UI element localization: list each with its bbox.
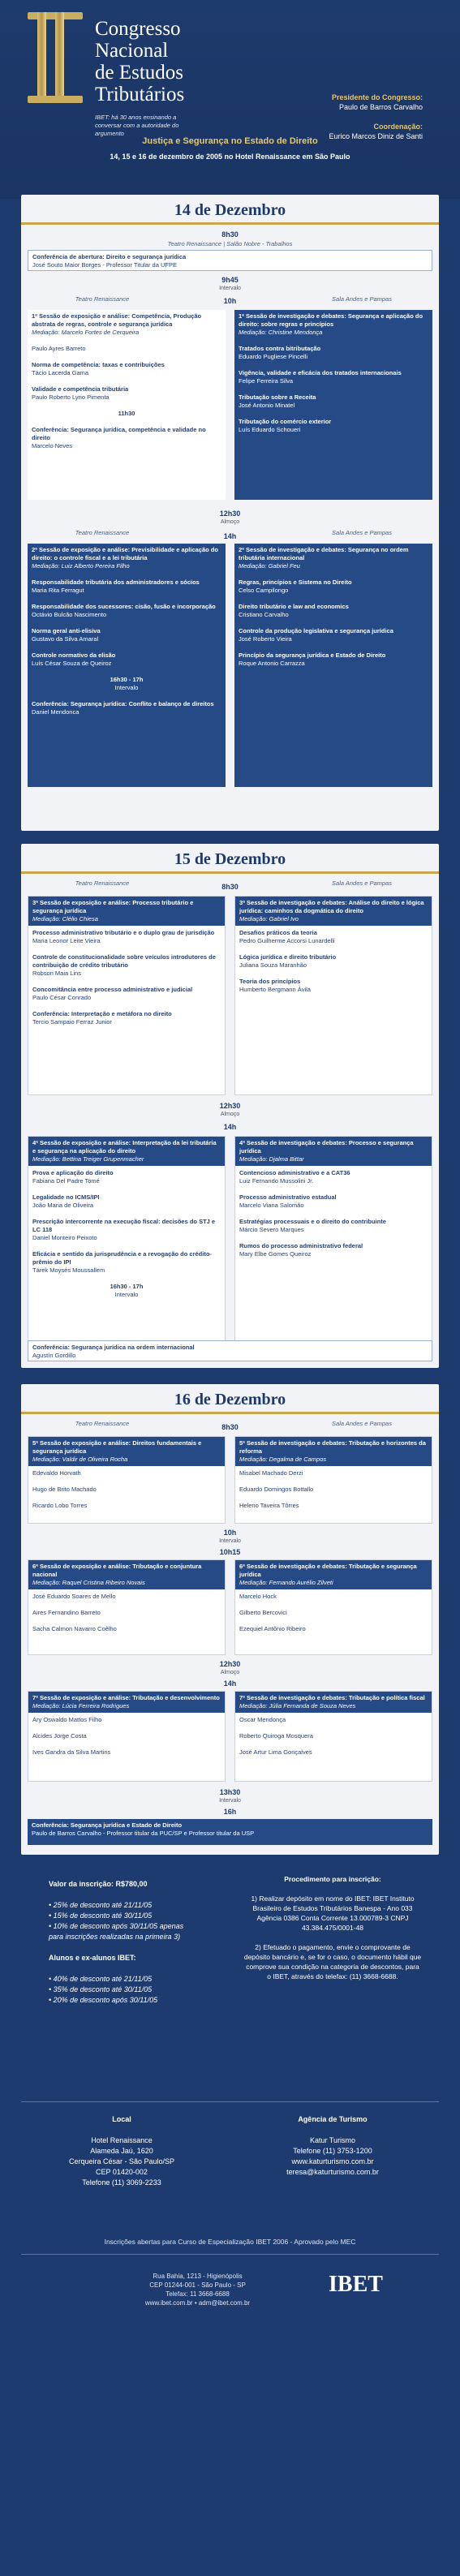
- session-4-investigation: 4ª Sessão de investigação e debates: Processo e segurança jurídica Mediação: Djalma Bittar Contencioso administrativo e a CAT36 Luiz Fernando Mussolini Jr. Processo administrativo estadual Marcelo Viana Salomão Estratégias processuais e o direito do contribuinte Márcio Severo Marques Rumos do processo administrativo federal Mary Elbe Gomes Queiroz: [234, 1136, 432, 1358]
- day-title: 14 de Dezembro: [174, 201, 286, 219]
- session-1-exposition: 1ª Sessão de exposição e análise: Competência, Produção abstrata de regras, controle e segurança jurídica Mediação: Marcelo Fortes de Cerqueira Paulo Ayres Barreto Norma de competência: taxas e contribuições Tácio Lacerda Gama Validade e competência tributária Paulo Roberto Lyrio Pimenta 11h30 Conferência: Segurança jurídica, competência e validade no direito Marcelo Neves: [28, 310, 226, 500]
- session-7-exposition: 7ª Sessão de exposição e análise: Tributação e desenvolvimento Mediação: Lúcia Ferreira Rodrigues Ary Oswaldo Mattos Filho Alcides Jorge Costa Ives Gandra da Silva Martins: [28, 1691, 226, 1782]
- conference-international: Conferência: Segurança jurídica na ordem internacional Agustín Gordillo: [28, 1340, 432, 1361]
- presidency-info: Presidente do Congresso: Paulo de Barros Carvalho Coordenação: Eurico Marcos Diniz de Santi: [329, 93, 423, 140]
- theme-title: Justiça e Segurança no Estado de Direito: [142, 136, 318, 146]
- closing-conference: Conferência: Segurança jurídica e Estado de Direito Paulo de Barros Carvalho - Professor titular da PUC/SP e Professor titular da USP: [28, 1819, 432, 1845]
- day-16-panel: 16 de Dezembro Teatro Renaissance Sala Andes e Pampas 8h30 5ª Sessão de exposição e análise: Direitos fundamentais e segurança jurídica Mediação: Valdir de Oliveira Rocha Edevaldo Horvath Hugo de Brito Machado Ricardo Lobo Torres 5ª Sessão de investigação e debates: Tributação e horizontes da reforma Mediação: Degalma de Campos Misabel Machado Derzi Eduardo Domingos Bottallo Heleno Taveira Tôrres 10h Intervalo 10h15 6ª Sessão de exposição e análise: Tributação e conjuntura nacional Mediação: Raquel Cristina Ribeiro Novais José Eduardo Soares de Mello Aires Fernandino Barreto Sacha Calmon Navarro Coêlho 6ª Sessão de investigação e debates: Tributação e segurança jurídica Mediação: Fernando Aurélio Zilveti Marcelo Hock Gilberto Bercovici Ezequiel Antônio Ribeiro 12h30 Almoço 14h 7ª Sessão de exposição e análise: Tributação e desenvolvimento Mediação: Lúcia Ferreira Rodrigues Ary Oswaldo Mattos Filho Alcides Jorge Costa Ives Gandra da Silva Martins 7ª Sessão de investigação e debates: Tributação e política fiscal Mediação: Júlia Fernanda de Souza Neves Oscar Mendonça Roberto Quiroga Mosquera José Artur Lima Gonçalves 13h30 Intervalo 16h Conferência: Segurança jurídica e Estado de Direito Paulo de Barros Carvalho - Professor titular da PUC/SP e Professor titular da USP: [21, 1384, 439, 1855]
- day-title: 15 de Dezembro: [174, 850, 286, 868]
- footer-website-link[interactable]: www.ibet.com.br • adm@ibet.com.br: [144, 2299, 251, 2307]
- session-7-investigation: 7ª Sessão de investigação e debates: Tributação e política fiscal Mediação: Júlia Fernanda de Souza Neves Oscar Mendonça Roberto Quiroga Mosquera José Artur Lima Gonçalves: [234, 1691, 432, 1782]
- session-1-investigation: 1ª Sessão de investigação e debates: Segurança e aplicação do direito: sobre regras e princípios Mediação: Christine Mendonça Tratados contra bitributação Eduardo Pugliese Pincelli Vigência, validade e eficácia dos tratados internacionais Felipe Ferreira Silva Tributação sobre a Receita José Antonio Minatel Tributação do comércio exterior Luís Eduardo Schoueri: [234, 310, 432, 500]
- agency-email-link[interactable]: teresa@katurturismo.com.br: [286, 2168, 379, 2176]
- session-6-investigation: 6ª Sessão de investigação e debates: Tributação e segurança jurídica Mediação: Fernando Aurélio Zilveti Marcelo Hock Gilberto Bercovici Ezequiel Antônio Ribeiro: [234, 1559, 432, 1655]
- session-4-exposition: 4ª Sessão de exposição e análise: Interpretação da lei tributária e segurança na aplicação do direito Mediação: Bettina Treiger Grupenmacher Prova e aplicação do direito Fabiana Del Padre Tomé Legalidade no ICMS/IPI João Maria de Oliveira Prescrição intercorrente na execução fiscal: decisões do STJ e LC 118 Daniel Monteiro Peixoto Eficácia e sentido da jurisprudência e a revogação do crédito-prêmio do IPI Tárek Moysés Moussallem 16h30 - 17h Intervalo: [28, 1136, 226, 1358]
- course-note: Inscrições abertas para Curso de Especialização IBET 2006 - Aprovado pelo MEC: [104, 2238, 356, 2246]
- day-15-panel: 15 de Dezembro Teatro Renaissance Sala Andes e Pampas 8h30 3ª Sessão de exposição e análise: Processo tributário e segurança jurídica Mediação: Clélio Chiesa Processo administrativo tributário e o duplo grau de jurisdição Maria Leonor Leite Vieira Controle de constitucionalidade sobre veículos introdutores de contribuição de crédito tributário Robson Maia Lins Concomitância entre processo administrativo e judicial Paulo César Conrado Conferência: Interpretação e metáfora no direito Tercio Sampaio Ferraz Junior 3ª Sessão de investigação e debates: Análise do direito e lógica jurídica: caminhos da dogmática do direito Mediação: Gabriel Ivo Desafios práticos da teoria Pedro Guilherme Accorsi Lunardelli Lógica jurídica e direito tributário Juliana Souza Maranhão Teoria dos princípios Humberto Bergmann Ávila 12h30 Almoço 14h 4ª Sessão de exposição e análise: Interpretação da lei tributária e segurança na aplicação do direito Mediação: Bettina Treiger Grupenmacher Prova e aplicação do direito Fabiana Del Padre Tomé Legalidade no ICMS/IPI João Maria de Oliveira Prescrição intercorrente na execução fiscal: decisões do STJ e LC 118 Daniel Monteiro Peixoto Eficácia e sentido da jurisprudência e a revogação do crédito-prêmio do IPI Tárek Moysés Moussallem 16h30 - 17h Intervalo 4ª Sessão de investigação e debates: Processo e segurança jurídica Mediação: Djalma Bittar Contencioso administrativo e a CAT36 Luiz Fernando Mussolini Jr. Processo administrativo estadual Marcelo Viana Salomão Estratégias processuais e o direito do contribuinte Márcio Severo Marques Rumos do processo administrativo federal Mary Elbe Gomes Queiroz Conferência: Segurança jurídica na ordem internacional Agustín Gordillo: [21, 844, 439, 1368]
- event-dates: 14, 15 e 16 de dezembro de 2005 no Hotel Renaissance em São Paulo: [110, 153, 350, 161]
- footer-address: Rua Bahia, 1213 - Higienópolis CEP 01244-001 - São Paulo - SP Telefax: 11 3668-6688 www.ibet.com.br • adm@ibet.com.br: [0, 2272, 428, 2307]
- session-5-investigation: 5ª Sessão de investigação e debates: Tributação e horizontes da reforma Mediação: Degalma de Campos Misabel Machado Derzi Eduardo Domingos Bottallo Heleno Taveira Tôrres: [234, 1436, 432, 1524]
- header: [0, 0, 460, 199]
- venue-info: Local Hotel Renaissance Alameda Jaú, 1620 Cerqueira César - São Paulo/SP CEP 01420-002 Telefone (11) 3069-2233: [68, 2115, 175, 2187]
- tagline: IBET: há 30 anos ensinando a conversar com a autoridade do argumento: [95, 114, 179, 137]
- day-title: 16 de Dezembro: [174, 1391, 286, 1408]
- agency-website-link[interactable]: www.katurturismo.com.br: [291, 2157, 374, 2165]
- opening-conference: Conferência de abertura: Direito e segurança jurídica José Souto Maior Borges - Professor Titular da UFPE: [28, 250, 432, 271]
- ibet-logo: IBET: [329, 2272, 383, 2297]
- ibet-pillar-logo: [32, 12, 78, 103]
- travel-agency-info: Agência de Turismo Katur Turismo Telefone (11) 3753-1200 www.katurturismo.com.br teresa@katurturismo.com.br: [286, 2115, 379, 2176]
- session-2-investigation: 2ª Sessão de investigação e debates: Segurança no ordem tributária internacional Mediação: Gabriel Feu Regras, princípios e Sistema no Direito Celso Campilongo Direito tributário e law and economics Cristiano Carvalho Controle da produção legislativa e segurança jurídica José Roberto Vieira Princípio da segurança jurídica e Estado de Direito Roque Antonio Carrazza: [234, 544, 432, 787]
- congress-title: Congresso Nacional de Estudos Tributários: [95, 18, 185, 105]
- day-14-panel: 14 de Dezembro 8h30 Teatro Renaissance | Salão Nobre - Trabalhos Conferência de abertura: Direito e segurança jurídica José Souto Maior Borges - Professor Titular da UFPE 9h45 Intervalo Teatro Renaissance Sala Andes e Pampas 10h 1ª Sessão de exposição e análise: Competência, Produção abstrata de regras, controle e segurança jurídica Mediação: Marcelo Fortes de Cerqueira Paulo Ayres Barreto Norma de competência: taxas e contribuições Tácio Lacerda Gama Validade e competência tributária Paulo Roberto Lyrio Pimenta 11h30 Conferência: Segurança jurídica, competência e validade no direito Marcelo Neves 1ª Sessão de investigação e debates: Segurança e aplicação do direito: sobre regras e princípios Mediação: Christine Mendonça Tratados contra bitributação Eduardo Pugliese Pincelli Vigência, validade e eficácia dos tratados internacionais Felipe Ferreira Silva Tributação sobre a Receita José Antonio Minatel Tributação do comércio exterior Luís Eduardo Schoueri 12h30 Almoço Teatro Renaissance Sala Andes e Pampas 14h 2ª Sessão de exposição e análise: Previsibilidade e aplicação do direito: o controle fiscal e a lei tributária Mediação: Luiz Alberto Pereira Filho Responsabilidade tributária dos administradores e sócios Maria Rita Ferragut Responsabilidade dos sucessores: cisão, fusão e incorporação Octávio Bulcão Nascimento Norma geral anti-elisiva Gustavo da Silva Amaral Controle normativo da elisão Luís César Souza de Queiroz 16h30 - 17h Intervalo Conferência: Segurança jurídica: Conflito e balanço de direitos Daniel Mendonca 2ª Sessão de investigação e debates: Segurança no ordem tributária internacional Mediação: Gabriel Feu Regras, princípios e Sistema no Direito Celso Campilongo Direito tributário e law and economics Cristiano Carvalho Controle da produção legislativa e segurança jurídica José Roberto Vieira Princípio da segurança jurídica e Estado de Direito Roque Antonio Carrazza: [21, 195, 439, 831]
- session-6-exposition: 6ª Sessão de exposição e análise: Tributação e conjuntura nacional Mediação: Raquel Cristina Ribeiro Novais José Eduardo Soares de Mello Aires Fernandino Barreto Sacha Calmon Navarro Coêlho: [28, 1559, 226, 1655]
- session-3-exposition: 3ª Sessão de exposição e análise: Processo tributário e segurança jurídica Mediação: Clélio Chiesa Processo administrativo tributário e o duplo grau de jurisdição Maria Leonor Leite Vieira Controle de constitucionalidade sobre veículos introdutores de contribuição de crédito tributário Robson Maia Lins Concomitância entre processo administrativo e judicial Paulo César Conrado Conferência: Interpretação e metáfora no direito Tercio Sampaio Ferraz Junior: [28, 896, 226, 1095]
- session-3-investigation: 3ª Sessão de investigação e debates: Análise do direito e lógica jurídica: caminhos da dogmática do direito Mediação: Gabriel Ivo Desafios práticos da teoria Pedro Guilherme Accorsi Lunardelli Lógica jurídica e direito tributário Juliana Souza Maranhão Teoria dos princípios Humberto Bergmann Ávila: [234, 896, 432, 1095]
- registration-procedure: Procedimento para inscrição: 1) Realizar depósito em nome do IBET: IBET Instituto Brasileiro de Estudos Tributários Banespa - Ano 033 Agência 0386 Conta Corrente 13.000789-3 CNPJ 43.384.475/0001-48 2) Efetuado o pagamento, envie o comprovante de depósito bancário e, se for o caso, o documento hábil que comprove sua condição na categoria de descontos, para o IBET, através do telefax: (11) 3668-6688.: [243, 1875, 422, 1980]
- session-5-exposition: 5ª Sessão de exposição e análise: Direitos fundamentais e segurança jurídica Mediação: Valdir de Oliveira Rocha Edevaldo Horvath Hugo de Brito Machado Ricardo Lobo Torres: [28, 1436, 226, 1524]
- pricing-info: Valor da inscrição: R$780,00 • 25% de desconto até 21/11/05 • 15% de desconto até 30/11/05 • 10% de desconto após 30/11/05 apenas para inscrições realizadas na primeira 3) Alunos e ex-alunos IBET: • 40% de desconto até 21/11/05 • 35% de desconto até 30/11/05 • 20% de desconto após 30/11/05: [49, 1880, 184, 2004]
- session-2-exposition: 2ª Sessão de exposição e análise: Previsibilidade e aplicação do direito: o controle fiscal e a lei tributária Mediação: Luiz Alberto Pereira Filho Responsabilidade tributária dos administradores e sócios Maria Rita Ferragut Responsabilidade dos sucessores: cisão, fusão e incorporação Octávio Bulcão Nascimento Norma geral anti-elisiva Gustavo da Silva Amaral Controle normativo da elisão Luís César Souza de Queiroz 16h30 - 17h Intervalo Conferência: Segurança jurídica: Conflito e balanço de direitos Daniel Mendonca: [28, 544, 226, 787]
